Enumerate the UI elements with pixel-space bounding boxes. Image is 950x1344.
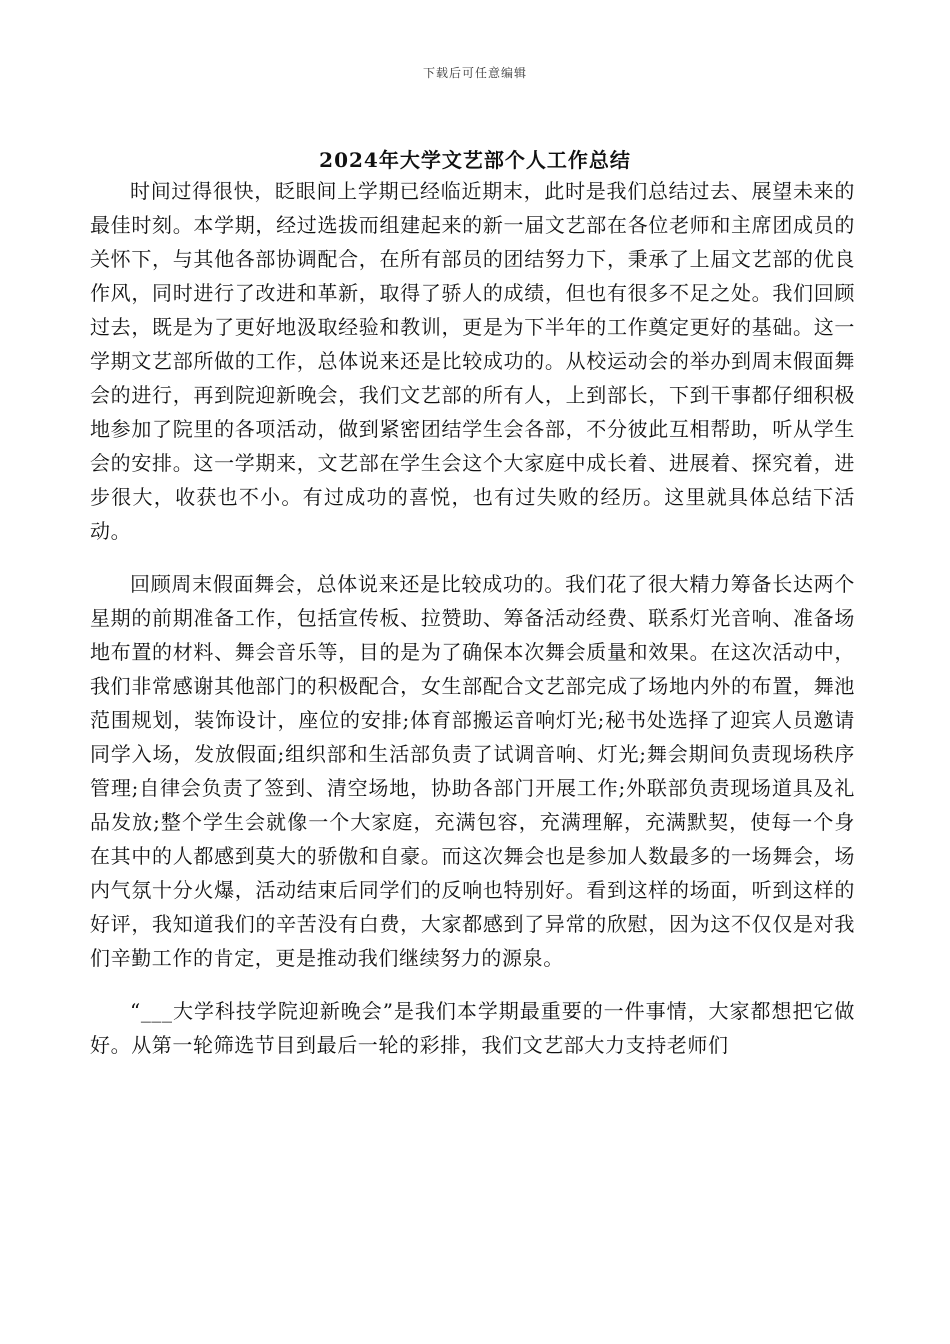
header-note: 下载后可任意编辑: [422, 66, 527, 80]
paragraph: 回顾周末假面舞会，总体说来还是比较成功的。我们花了很大精力筹备长达两个星期的前期准备工作，包括宣传板、拉赞助、筹备活动经费、联系灯光音响、准备场地布置的材料、舞会音乐等，目的是为了确保本次舞会质量和效果。在这次活动中，我们非常感谢其他部门的积极配合，女生部配合文艺部完成了场地内外的布置，舞池范围规划，装饰设计，座位的安排;体育部搬运音响灯光;秘书处选择了迎宾人员邀请同学入场，发放假面;组织部和生活部负责了试调音响、灯光;舞会期间负责现场秩序管理;自律会负责了签到、清空场地，协助各部门开展工作;外联部负责现场道具及礼品发放;整个学生会就像一个大家庭，充满包容，充满理解，充满默契，使每一个身在其中的人都感到莫大的骄傲和自豪。而这次舞会也是参加人数最多的一场舞会，场内气氛十分火爆，活动结束后同学们的反响也特别好。看到这样的场面，听到这样的好评，我知道我们的辛苦没有白费，大家都感到了异常的欣慰，因为这不仅仅是对我们辛勤工作的肯定，更是推动我们继续努力的源泉。: [90, 572, 855, 970]
paragraph: “___大学科技学院迎新晚会”是我们本学期最重要的一件事情，大家都想把它做好。从第一轮筛选节目到最后一轮的彩排，我们文艺部大力支持老师们: [90, 999, 855, 1057]
document-title: 2024年大学文艺部个人工作总结: [319, 148, 631, 172]
document-body: [90, 174, 855, 1062]
paragraph: 时间过得很快，眨眼间上学期已经临近期末，此时是我们总结过去、展望未来的最佳时刻。本学期，经过选拔而组建起来的新一届文艺部在各位老师和主席团成员的关怀下，与其他各部协调配合，在所有部员的团结努力下，秉承了上届文艺部的优良作风，同时进行了改进和革新，取得了骄人的成绩，但也有很多不足之处。我们回顾过去，既是为了更好地汲取经验和教训，更是为下半年的工作奠定更好的基础。这一学期文艺部所做的工作，总体说来还是比较成功的。从校运动会的举办到周末假面舞会的进行，再到院迎新晚会，我们文艺部的所有人，上到部长，下到干事都仔细积极地参加了院里的各项活动，做到紧密团结学生会各部，不分彼此互相帮助，听从学生会的安排。这一学期来，文艺部在学生会这个大家庭中成长着、进展着、探究着，进步很大，收获也不小。有过成功的喜悦，也有过失败的经历。这里就具体总结下活动。: [90, 179, 855, 543]
